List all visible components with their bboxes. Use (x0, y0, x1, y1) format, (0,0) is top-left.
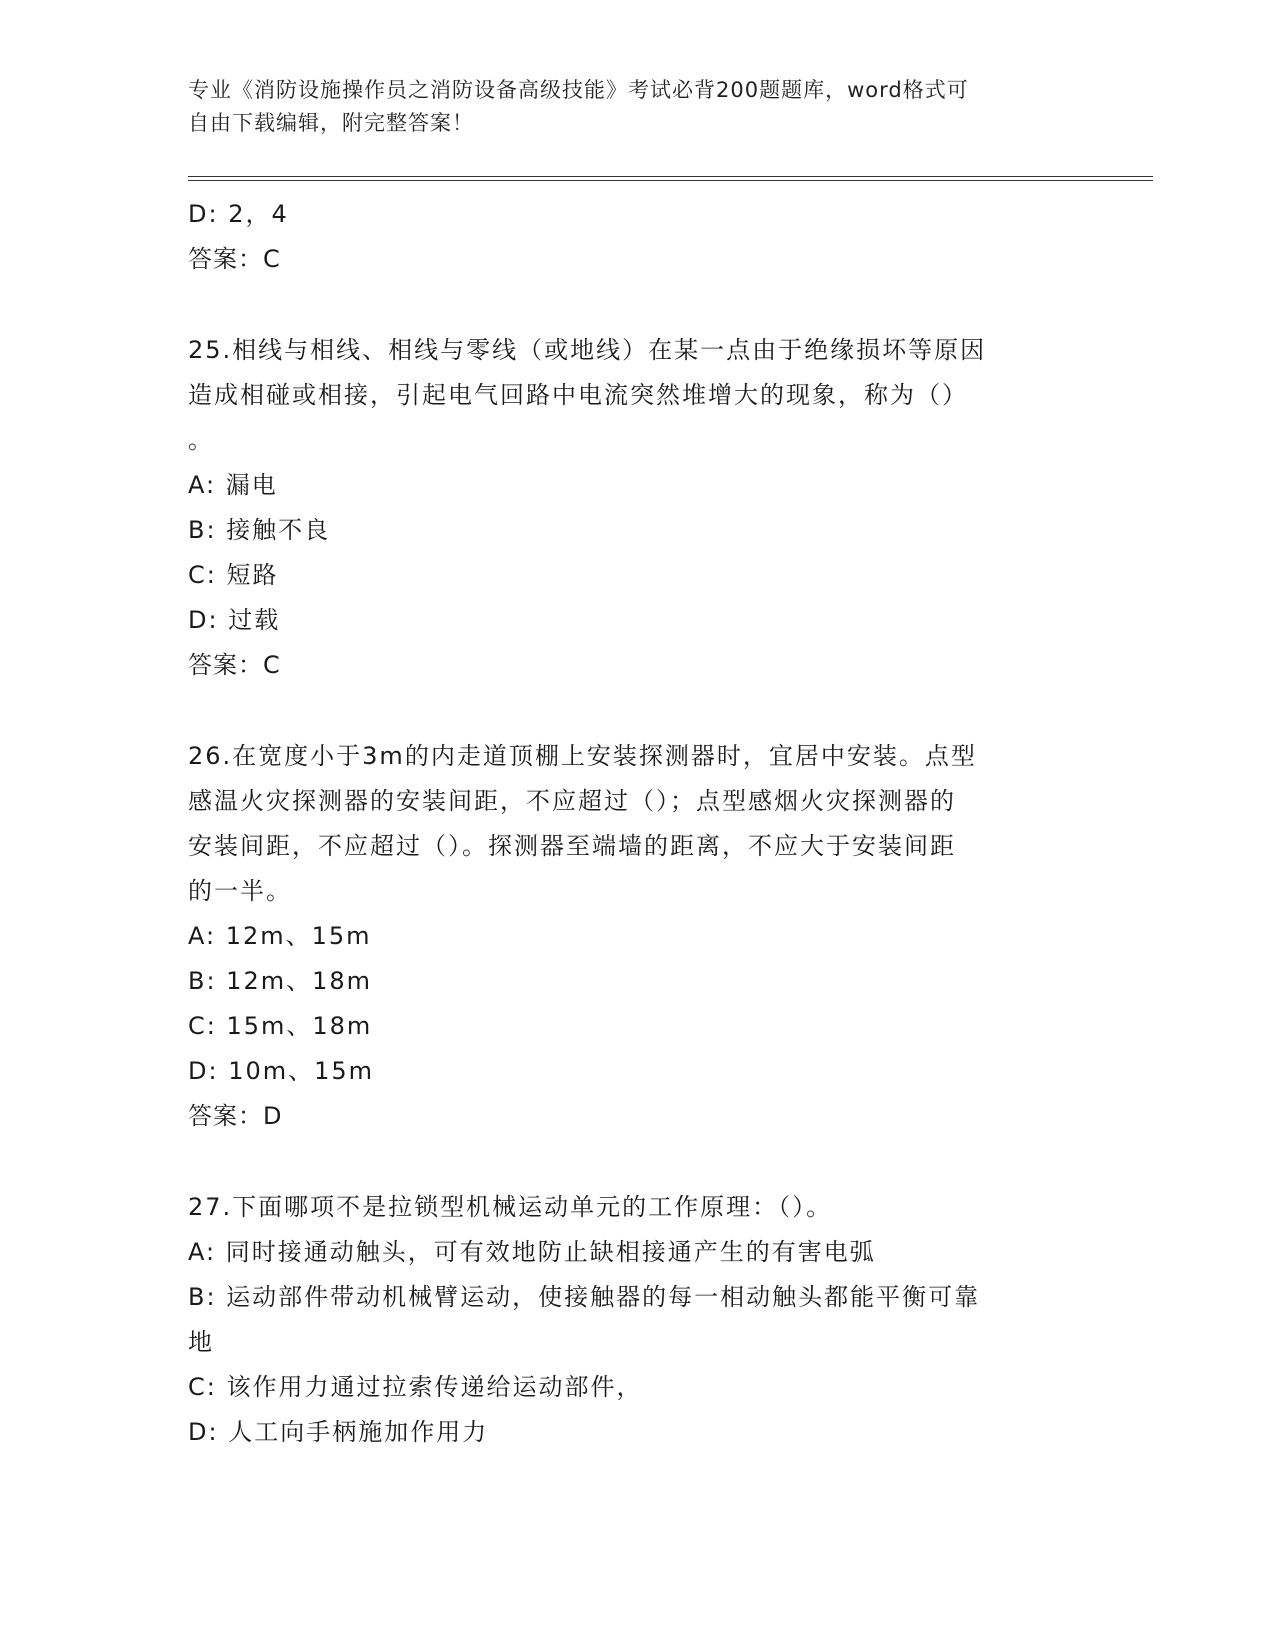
answer-line: 答案：C (188, 245, 281, 273)
option-d: D: 过载 (188, 606, 281, 634)
question-26 (188, 734, 1068, 1139)
question-text-line: 的一半。 (188, 877, 292, 905)
option-d: D: 人工向手柄施加作用力 (188, 1418, 489, 1446)
option-c: C: 短路 (188, 561, 279, 589)
document-page (188, 0, 1153, 1650)
question-27 (188, 1185, 1068, 1455)
question-text-line: 感温火灾探测器的安装间距，不应超过（）；点型感烟火灾探测器的 (188, 787, 956, 815)
option-d: D: 2，4 (188, 200, 289, 228)
question-25 (188, 328, 1068, 688)
question-text-line: 25.相线与相线、相线与零线（或地线）在某一点由于绝缘损坏等原因 (188, 336, 987, 364)
header-title-line-1: 专业《消防设施操作员之消防设备高级技能》考试必背200题题库，word格式可 (188, 78, 969, 102)
question-content (188, 192, 1068, 1455)
option-c: C: 15m、18m (188, 1012, 373, 1040)
option-a: A: 同时接通动触头，可有效地防止缺相接通产生的有害电弧 (188, 1238, 876, 1266)
option-a: A: 漏电 (188, 471, 278, 499)
option-b: B: 运动部件带动机械臂运动，使接触器的每一相动触头都能平衡可靠 (188, 1283, 981, 1311)
question-text-line: 27.下面哪项不是拉锁型机械运动单元的工作原理：（）。 (188, 1193, 833, 1221)
option-b: B: 接触不良 (188, 516, 331, 544)
option-b: B: 12m、18m (188, 967, 373, 995)
option-d: D: 10m、15m (188, 1057, 375, 1085)
question-text-line: 。 (188, 426, 214, 454)
option-c: C: 该作用力通过拉索传递给运动部件， (188, 1373, 643, 1401)
option-a: A: 12m、15m (188, 922, 372, 950)
header-divider (188, 176, 1153, 181)
answer-line: 答案：C (188, 651, 281, 679)
question-text-line: 安装间距，不应超过（）。探测器至端墙的距离，不应大于安装间距 (188, 832, 956, 860)
question-text-line: 26.在宽度小于3m的内走道顶棚上安装探测器时，宜居中安装。点型 (188, 742, 977, 770)
answer-line: 答案：D (188, 1102, 283, 1130)
header-title-line-2: 自由下载编辑，附完整答案！ (188, 111, 474, 135)
question-text-line: 造成相碰或相接，引起电气回路中电流突然堆增大的现象，称为（） (188, 381, 968, 409)
page-header (188, 74, 1048, 140)
previous-question-tail (188, 192, 1068, 282)
option-b-continued: 地 (188, 1328, 214, 1356)
